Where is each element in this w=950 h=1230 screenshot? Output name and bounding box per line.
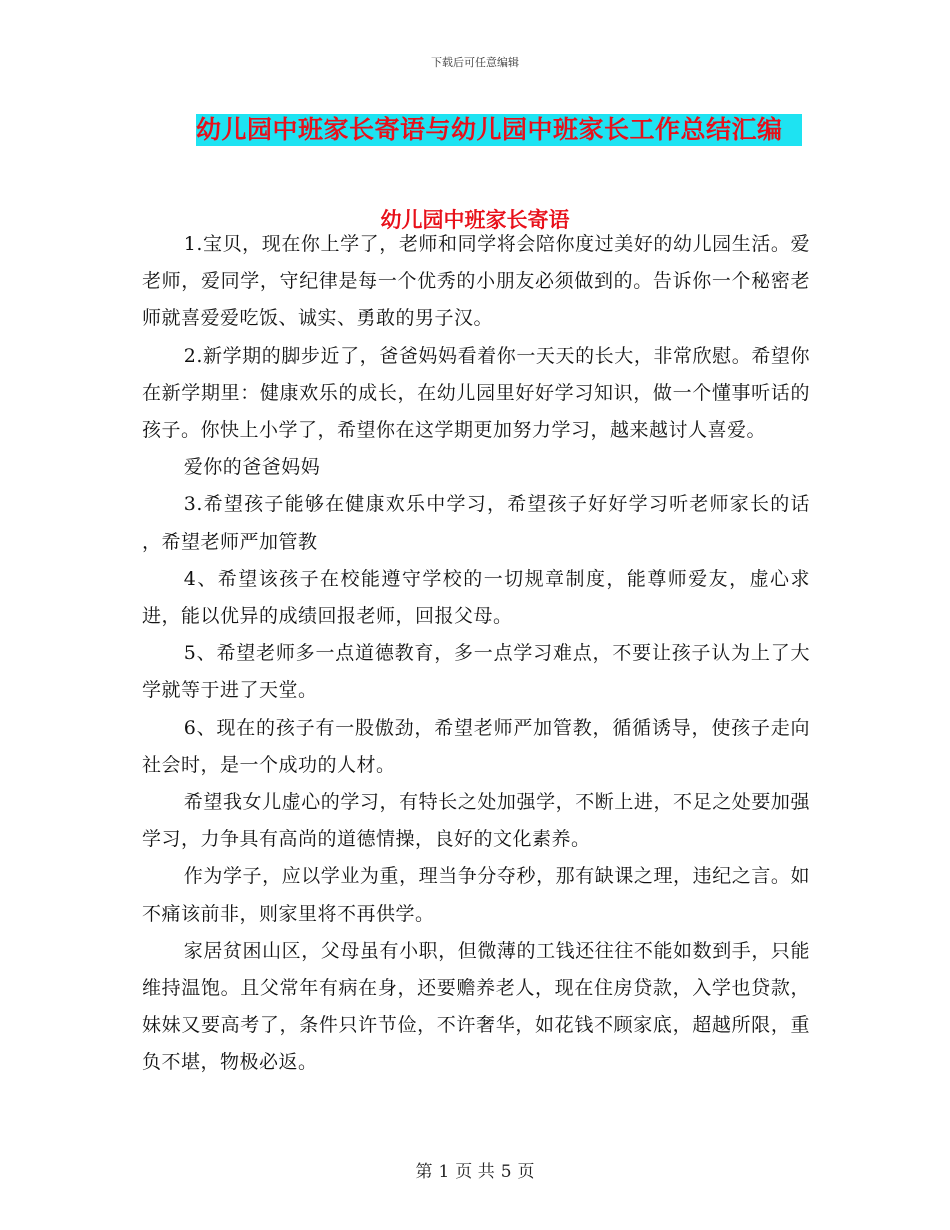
footer-label-of: 页 共 — [455, 1162, 495, 1182]
footer-label-end: 页 — [517, 1162, 535, 1182]
footer-total-pages: 5 — [500, 1162, 512, 1182]
paragraph: 4、希望该孩子在校能遵守学校的一切规章制度，能尊师爱友，虚心求进，能以优异的成绩回报老师，回报父母。 — [142, 567, 810, 628]
paragraph: 5、希望老师多一点道德教育，多一点学习难点，不要让孩子认为上了大学就等于进了天堂。 — [142, 642, 810, 702]
page-footer — [0, 1157, 950, 1182]
header-note: 下载后可任意编辑 — [431, 56, 519, 69]
paragraph: 2.新学期的脚步近了，爸爸妈妈看着你一天天的长大，非常欣慰。希望你在新学期里：健康欢乐的成长，在幼儿园里好好学习知识，做一个懂事听话的孩子。你快上小学了，希望你在这学期更加努力学习，越来越讨人喜爱。 — [142, 344, 810, 442]
paragraph: 希望我女儿虚心的学习，有特长之处加强学，不断上进，不足之处要加强学习，力争具有高尚的道德情操，良好的文化素养。 — [142, 791, 810, 851]
document-body — [142, 226, 810, 1082]
footer-label-page: 第 — [415, 1162, 433, 1182]
document-title: 幼儿园中班家长寄语与幼儿园中班家长工作总结汇编 — [196, 114, 802, 146]
footer-current-page: 1 — [438, 1162, 450, 1182]
paragraph: 家居贫困山区，父母虽有小职，但微薄的工钱还往往不能如数到手，只能维持温饱。且父常年有病在身，还要赡养老人，现在住房贷款，入学也贷款，妹妹又要高考了，条件只许节俭，不许奢华，如花钱不顾家底，超越所限，重负不堪，物极必返。 — [142, 939, 810, 1074]
paragraph: 1.宝贝，现在你上学了，老师和同学将会陪你度过美好的幼儿园生活。爱老师，爱同学，守纪律是每一个优秀的小朋友必须做到的。告诉你一个秘密老师就喜爱爱吃饭、诚实、勇敢的男子汉。 — [142, 233, 810, 330]
paragraph: 作为学子，应以学业为重，理当争分夺秒，那有缺课之理，违纪之言。如不痛该前非，则家里将不再供学。 — [142, 865, 810, 925]
section-title: 幼儿园中班家长寄语 — [380, 207, 570, 232]
paragraph: 6、现在的孩子有一股傲劲，希望老师严加管教，循循诱导，使孩子走向社会时，是一个成功的人材。 — [142, 716, 810, 776]
paragraph: 3.希望孩子能够在健康欢乐中学习，希望孩子好好学习听老师家长的话 ，希望老师严加管教 — [142, 493, 810, 553]
paragraph: 爱你的爸爸妈妈 — [183, 456, 321, 479]
